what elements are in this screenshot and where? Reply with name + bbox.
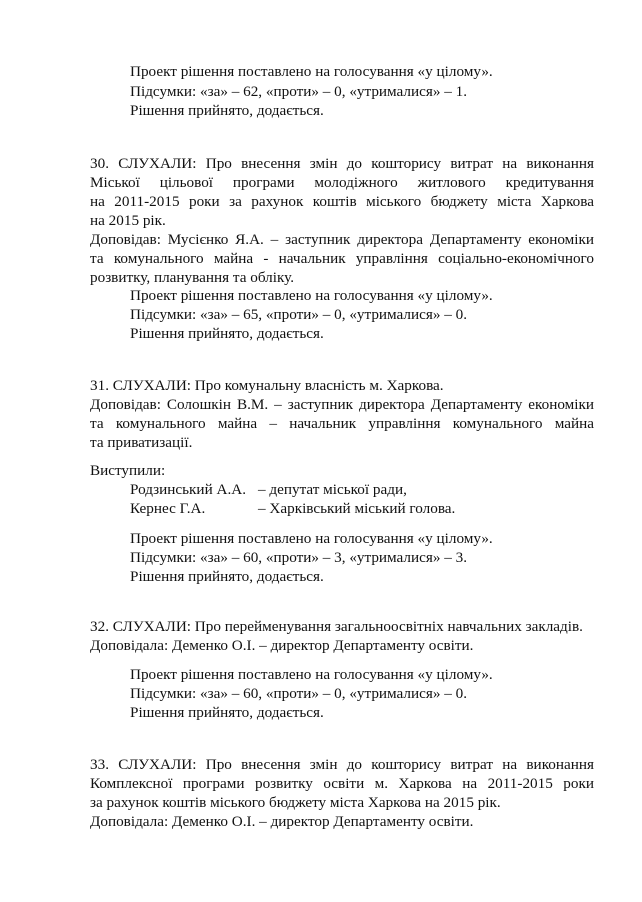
item-30-heading-line: 30. СЛУХАЛИ: Про внесення змін до кошторису витрат на виконання [90,155,594,172]
decision-text: Рішення прийнято, додається. [130,325,324,342]
speaker-role: – депутат міської ради, [258,481,407,498]
item-30-heading-line: Міської цільової програми молодіжного житлового кредитування [90,174,594,191]
item-33-heading-line: за рахунок коштів міського бюджету міста Харкова на 2015 рік. [90,794,501,811]
speakers-label: Виступили: [90,462,166,479]
item-33-heading-line: 33. СЛУХАЛИ: Про внесення змін до кошторису витрат на виконання [90,756,594,773]
item-30-heading-line: на 2015 рік. [90,212,166,229]
vote-results: Підсумки: «за» – 60, «проти» – 3, «утрималися» – 3. [130,549,468,566]
vote-statement: Проект рішення поставлено на голосування «у цілому». [130,666,493,683]
vote-results: Підсумки: «за» – 60, «проти» – 0, «утрималися» – 0. [130,685,468,702]
speaker-role: – Харківський міський голова. [258,500,456,517]
speaker-name: Родзинський А.А. [130,481,247,498]
decision-text: Рішення прийнято, додається. [130,568,324,585]
vote-statement: Проект рішення поставлено на голосування «у цілому». [130,63,493,80]
item-30-reporter-line: та комунального майна - начальник управління соціально-економічного [90,250,594,267]
decision-text: Рішення прийнято, додається. [130,102,324,119]
item-31-reporter-line: та приватизації. [90,434,193,451]
item-32-reporter-line: Доповідала: Деменко О.І. – директор Департаменту освіти. [90,637,474,654]
speaker-name: Кернес Г.А. [130,500,206,517]
item-32-heading-line: 32. СЛУХАЛИ: Про перейменування загальноосвітніх навчальних закладів. [90,618,583,635]
item-31-reporter-line: Доповідав: Солошкін В.М. – заступник директора Департаменту економіки [90,396,594,413]
vote-statement: Проект рішення поставлено на голосування «у цілому». [130,287,493,304]
item-33-reporter-line: Доповідала: Деменко О.І. – директор Департаменту освіти. [90,813,474,830]
item-30-reporter-line: розвитку, планування та обліку. [90,269,295,286]
item-31-heading-line: 31. СЛУХАЛИ: Про комунальну власність м. Харкова. [90,377,444,394]
vote-results: Підсумки: «за» – 65, «проти» – 0, «утрималися» – 0. [130,306,468,323]
vote-results: Підсумки: «за» – 62, «проти» – 0, «утрималися» – 1. [130,83,468,100]
item-30-reporter-line: Доповідав: Мусієнко Я.А. – заступник директора Департаменту економіки [90,231,594,248]
vote-statement: Проект рішення поставлено на голосування «у цілому». [130,530,493,547]
item-30-heading-line: на 2011-2015 роки за рахунок коштів міського бюджету міста Харкова [90,193,594,210]
decision-text: Рішення прийнято, додається. [130,704,324,721]
item-31-reporter-line: та комунального майна – начальник управління комунального майна [90,415,594,432]
item-33-heading-line: Комплексної програми розвитку освіти м. Харкова на 2011-2015 роки [90,775,594,792]
